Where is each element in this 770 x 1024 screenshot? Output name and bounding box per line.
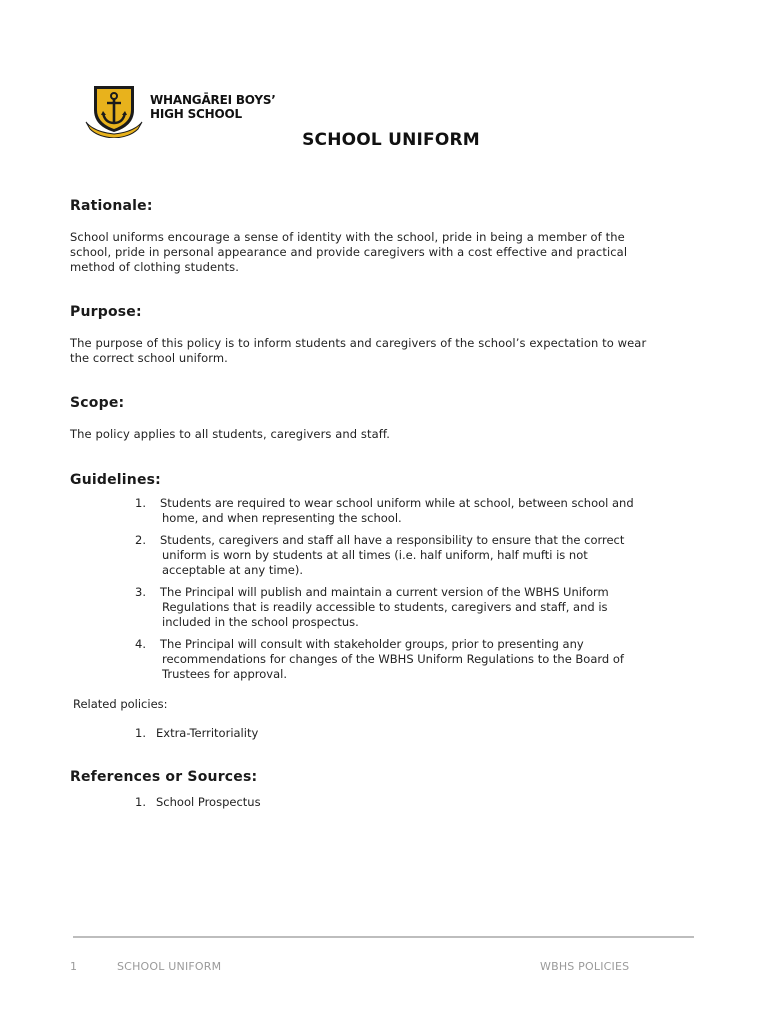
related-policies-label: Related policies: [73,697,168,711]
school-name [150,93,284,121]
related-policy-text: Extra-Territoriality [156,726,259,740]
rationale-text [70,230,710,275]
rationale-line: school, pride in personal appearance and provide caregivers with a cost effective and practical [70,245,628,259]
list-number: 2. [135,533,146,547]
footer-page-number: 1 [70,960,78,973]
rationale-line: School uniforms encourage a sense of identity with the school, pride in being a member of the [70,230,625,244]
purpose-text [70,336,710,366]
references-heading: References or Sources: [70,769,258,785]
list-line: uniform is worn by students at all times (i.e. half uniform, half mufti is not [162,548,588,562]
list-line: Regulations that is readily accessible to students, caregivers and staff, and is [162,600,608,614]
scope-heading: Scope: [70,395,125,411]
school-name-line2: HIGH SCHOOL [150,107,242,121]
list-line: home, and when representing the school. [162,511,402,525]
list-line: Students are required to wear school uniform while at school, between school and [160,496,634,510]
list-number: 1. [135,795,146,809]
footer-collection: WBHS POLICIES [540,960,630,973]
rationale-line: method of clothing students. [70,260,240,274]
list-text [160,637,624,682]
purpose-line: The purpose of this policy is to inform students and caregivers of the school’s expectation to wear [70,336,647,350]
school-name-line1: WHANGĀREI BOYS’ [150,93,276,107]
list-text [160,585,609,630]
list-line: The Principal will publish and maintain a current version of the WBHS Uniform [160,585,609,599]
reference-text: School Prospectus [156,795,261,809]
footer-divider [73,936,694,938]
list-number: 1. [135,496,146,510]
list-text [160,533,624,578]
list-number: 1. [135,726,146,740]
list-line: acceptable at any time). [162,563,303,577]
document-title: SCHOOL UNIFORM [302,130,480,150]
list-line: Students, caregivers and staff all have a responsibility to ensure that the correct [160,533,625,547]
purpose-line: the correct school uniform. [70,351,228,365]
list-text [160,496,634,526]
footer-doc-title: SCHOOL UNIFORM [117,960,222,973]
rationale-heading: Rationale: [70,198,153,214]
scope-text [70,427,710,442]
list-line: included in the school prospectus. [162,615,359,629]
purpose-heading: Purpose: [70,304,142,320]
guidelines-heading: Guidelines: [70,472,161,488]
list-line: Trustees for approval. [162,667,287,681]
list-line: recommendations for changes of the WBHS Uniform Regulations to the Board of [162,652,624,666]
scope-line: The policy applies to all students, caregivers and staff. [70,427,390,441]
list-line: The Principal will consult with stakeholder groups, prior to presenting any [160,637,584,651]
list-number: 3. [135,585,146,599]
list-number: 4. [135,637,146,651]
